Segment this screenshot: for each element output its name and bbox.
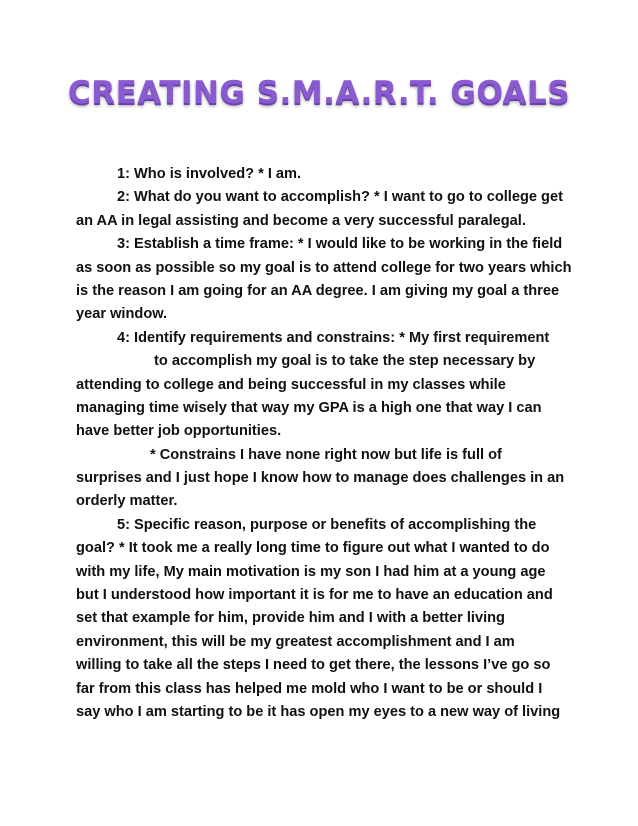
paragraph-line: 1: Who is involved? * I am. (117, 166, 302, 182)
paragraph-line: set that example for him, provide him and I with a better living (76, 610, 505, 627)
paragraph-line: 5: Specific reason, purpose or benefits of accomplishing the (117, 516, 537, 533)
paragraph-line: * Constrains I have none right now but life is full of (150, 446, 502, 463)
paragraph-line: surprises and I just hope I know how to manage does challenges in an (76, 470, 565, 487)
paragraph-line: environment, this will be my greatest accomplishment and I am (76, 633, 515, 650)
paragraph-line: 2: What do you want to accomplish? * I want to go to college get (117, 189, 563, 206)
paragraph-line: as soon as possible so my goal is to attend college for two years which (76, 259, 572, 276)
paragraph-line: year window. (76, 306, 168, 323)
paragraph-line: with my life, My main motivation is my son I had him at a young age (76, 563, 546, 580)
paragraph-line: orderly matter. (76, 493, 178, 510)
paragraph-line: 4: Identify requirements and constrains: * My first requirement (117, 329, 550, 346)
paragraph-line: an AA in legal assisting and become a very successful paralegal. (76, 212, 526, 229)
paragraph-line: attending to college and being successful in my classes while (76, 376, 506, 393)
paragraph-line: have better job opportunities. (76, 423, 282, 440)
paragraph-line: to accomplish my goal is to take the step necessary by (154, 353, 536, 370)
paragraph-line: is the reason I am going for an AA degree. I am giving my goal a three (76, 282, 560, 299)
paragraph-line: say who I am starting to be it has open my eyes to a new way of living (76, 703, 561, 720)
document-body (76, 163, 576, 724)
document-title: CREATING S.M.A.R.T. GOALS (67, 75, 571, 111)
paragraph-line: willing to take all the steps I need to get there, the lessons I’ve go so (76, 657, 551, 674)
paragraph-line: 3: Establish a time frame: * I would like to be working in the field (117, 236, 563, 253)
paragraph-line: far from this class has helped me mold who I want to be or should I (76, 680, 543, 697)
paragraph-line: managing time wisely that way my GPA is a high one that way I can (76, 399, 542, 416)
paragraph-line: goal? * It took me a really long time to figure out what I wanted to do (76, 540, 550, 557)
paragraph-line: but I understood how important it is for me to have an education and (76, 587, 553, 604)
